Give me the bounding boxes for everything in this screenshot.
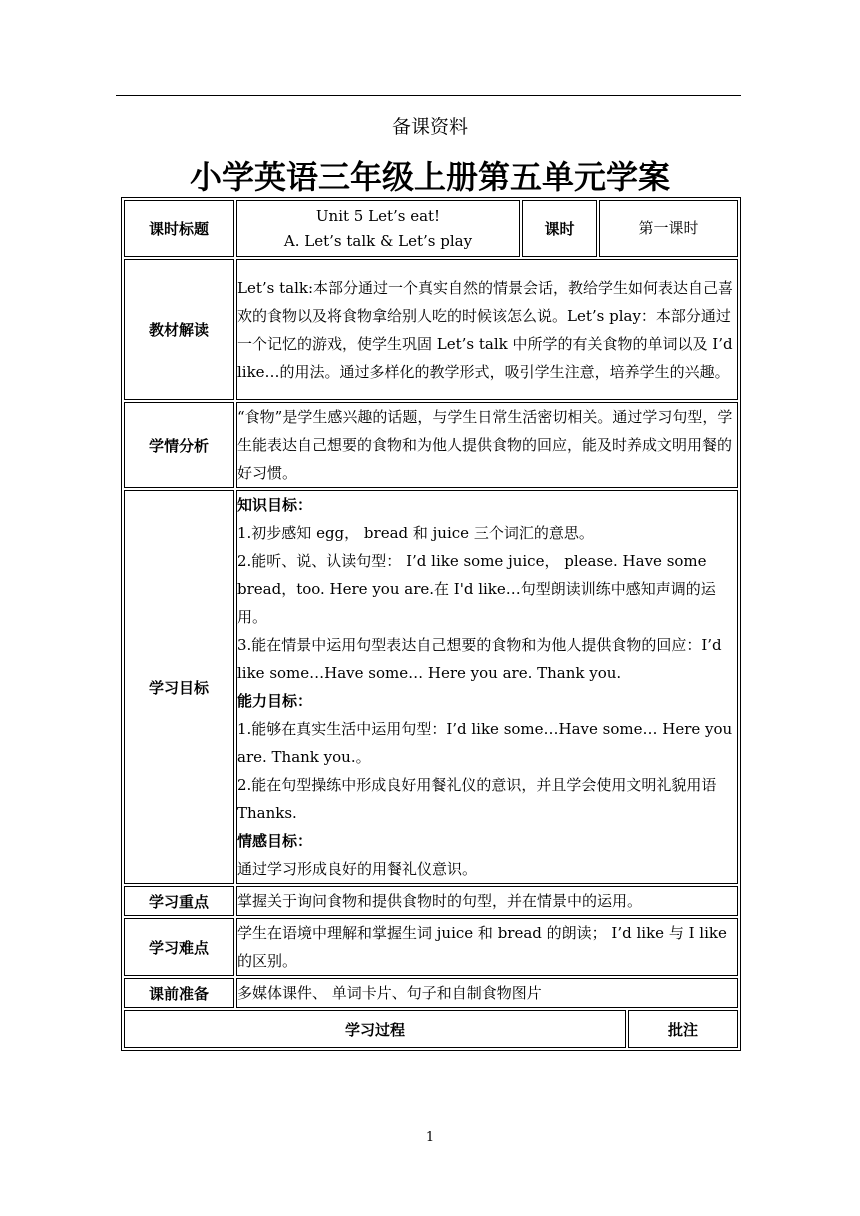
row-lesson-title: [124, 200, 738, 257]
emotion-goals-title: 情感目标：: [237, 832, 313, 850]
row-material: [124, 259, 738, 400]
goals-label: 学习目标: [124, 490, 234, 884]
key-point-label: 学习重点: [124, 886, 234, 916]
doc-header: 备课资料: [391, 116, 468, 138]
analysis-text: “食物”是学生感兴趣的话题，与学生日常生活密切相关。通过学习句型，学生能表达自己想要的食物和为他人提供食物的回应，能及时养成文明用餐的好习惯。: [236, 402, 738, 488]
knowledge-goal-3: 3.能在情景中运用句型表达自己想要的食物和为他人提供食物的回应：I’d like some…Have some… Here you are. Thank you.: [237, 636, 722, 682]
process-label: 学习过程: [124, 1010, 626, 1048]
header-rule: [116, 95, 741, 96]
row-key-point: [124, 886, 738, 916]
lesson-topic-cell: [236, 200, 520, 257]
material-label: 教材解读: [124, 259, 234, 400]
row-process: [124, 1010, 738, 1048]
period-value: 第一课时: [599, 200, 738, 257]
analysis-label: 学情分析: [124, 402, 234, 488]
goals-text: [236, 490, 738, 884]
page-number: 1: [425, 1130, 435, 1145]
row-difficulty: [124, 918, 738, 976]
row-analysis: [124, 402, 738, 488]
row-prep: [124, 978, 738, 1008]
ability-goal-1: 1.能够在真实生活中运用句型：I’d like some…Have some… Here you are. Thank you.。: [237, 720, 733, 766]
note-label: 批注: [628, 1010, 738, 1048]
ability-goals-title: 能力目标：: [237, 692, 313, 710]
doc-title: 小学英语三年级上册第五单元学案: [189, 158, 670, 196]
emotion-goal-1: 通过学习形成良好的用餐礼仪意识。: [237, 860, 478, 878]
lesson-plan-table: [121, 197, 741, 1051]
prep-text: 多媒体课件、 单词卡片、句子和自制食物图片: [236, 978, 738, 1008]
knowledge-goal-2: 2.能听、说、认读句型： I’d like some juice， please. Have some bread，too. Here you are.在 I'd like…句型朗读训练中感知声调的运用。: [237, 552, 716, 626]
lesson-topic-line2: A. Let’s talk & Let’s play: [283, 231, 473, 250]
difficulty-label: 学习难点: [124, 918, 234, 976]
material-text: Let’s talk:本部分通过一个真实自然的情景会话，教给学生如何表达自己喜欢的食物以及将食物拿给别人吃的时候该怎么说。Let’s play：本部分通过一个记忆的游戏，使学生巩固 Let’s talk 中所学的有关食物的单词以及 I’d like…的用法。通过多样化的教学形式，吸引学生注意，培养学生的兴趣。: [236, 259, 738, 400]
period-label: 课时: [522, 200, 597, 257]
knowledge-goal-1: 1.初步感知 egg， bread 和 juice 三个词汇的意思。: [237, 524, 594, 542]
knowledge-goals-title: 知识目标：: [237, 496, 313, 514]
lesson-topic-line1: Unit 5 Let’s eat!: [315, 206, 441, 225]
key-point-text: 掌握关于询问食物和提供食物时的句型，并在情景中的运用。: [236, 886, 738, 916]
prep-label: 课前准备: [124, 978, 234, 1008]
ability-goal-2: 2.能在句型操练中形成良好用餐礼仪的意识，并且学会使用文明礼貌用语 Thanks.: [237, 776, 717, 822]
difficulty-text: 学生在语境中理解和掌握生词 juice 和 bread 的朗读； I’d like 与 I like 的区别。: [236, 918, 738, 976]
lesson-title-label: 课时标题: [124, 200, 234, 257]
row-goals: [124, 490, 738, 884]
